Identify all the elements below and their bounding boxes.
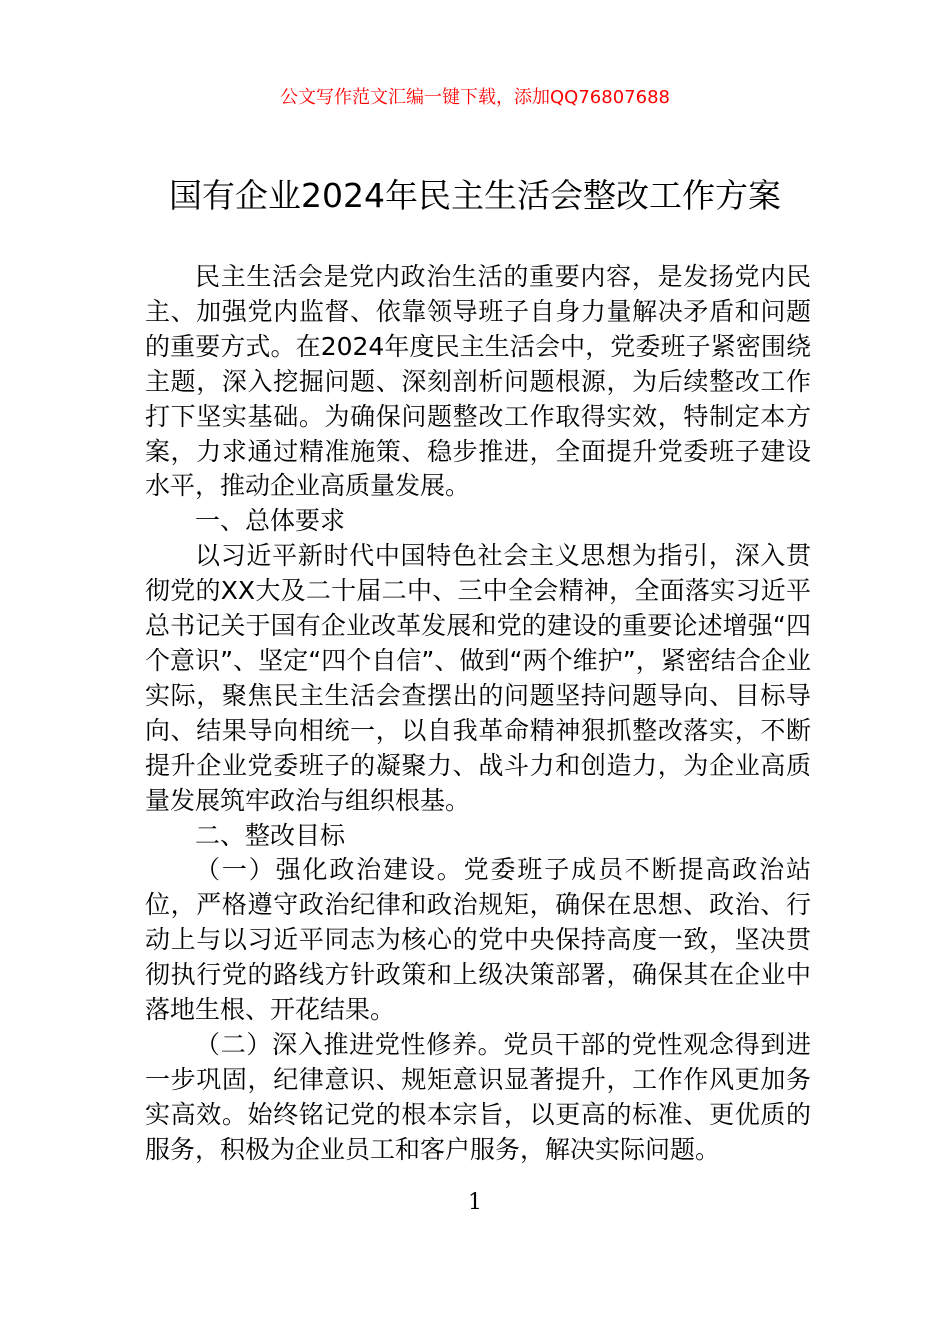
goal-party-spirit-paragraph: （二）深入推进党性修养。党员干部的党性观念得到进一步巩固，纪律意识、规矩意识显著提升，工作作风更加务实高效。始终铭记党的根本宗旨，以更高的标准、更优质的服务，积极为企业员工和客户服务，解决实际问题。 bbox=[145, 1029, 811, 1164]
section-heading-general-requirements: 一、总体要求 bbox=[195, 506, 346, 536]
page-number: 1 bbox=[468, 1190, 482, 1215]
document-body bbox=[145, 260, 811, 1168]
download-note: 公文写作范文汇编一键下载，添加QQ76807688 bbox=[280, 87, 670, 108]
intro-paragraph: 民主生活会是党内政治生活的重要内容，是发扬党内民主、加强党内监督、依靠领导班子自身力量解决矛盾和问题的重要方式。在2024年度民主生活会中，党委班子紧密围绕主题，深入挖掘问题、深刻剖析问题根源，为后续整改工作打下坚实基础。为确保问题整改工作取得实效，特制定本方案，力求通过精准施策、稳步推进，全面提升党委班子建设水平，推动企业高质量发展。 bbox=[145, 262, 811, 501]
goal-political-construction-paragraph: （一）强化政治建设。党委班子成员不断提高政治站位，严格遵守政治纪律和政治规矩，确保在思想、政治、行动上与以习近平同志为核心的党中央保持高度一致，坚决贯彻执行党的路线方针政策和上级决策部署，确保其在企业中落地生根、开花结果。 bbox=[145, 855, 811, 1025]
document-title: 国有企业2024年民主生活会整改工作方案 bbox=[169, 176, 781, 215]
section-heading-rectification-goals: 二、整改目标 bbox=[195, 820, 346, 850]
general-requirements-paragraph: 以习近平新时代中国特色社会主义思想为指引，深入贯彻党的XX大及二十届二中、三中全会精神，全面落实习近平总书记关于国有企业改革发展和党的建设的重要论述增强“四个意识”、坚定“四个自信”、做到“两个维护”，紧密结合企业实际，聚焦民主生活会查摆出的问题坚持问题导向、目标导向、结果导向相统一，以自我革命精神狠抓整改落实，不断提升企业党委班子的凝聚力、战斗力和创造力，为企业高质量发展筑牢政治与组织根基。 bbox=[145, 541, 811, 815]
